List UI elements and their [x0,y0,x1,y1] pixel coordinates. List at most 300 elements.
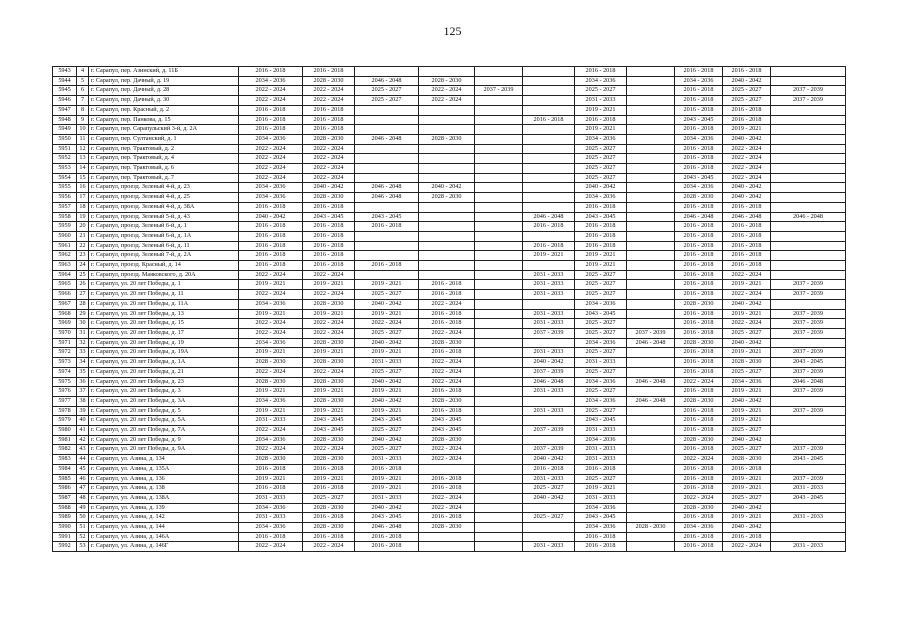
table-row [53,270,846,280]
period-cell: 2043 - 2045 [303,426,355,436]
row-id-cell: 5986 [53,484,77,494]
table-row [53,338,846,348]
table-row [53,154,846,164]
address-cell: г. Сарапул, ул. Азина, д. 138 [89,484,239,494]
period-cell: 2040 - 2042 [523,358,575,368]
row-number-cell: 7 [77,96,89,106]
row-id-cell: 5959 [53,222,77,232]
period-cell: 2037 - 2039 [771,406,846,416]
period-cell [475,212,523,222]
period-cell: 2022 - 2024 [239,319,303,329]
period-cell [771,435,846,445]
period-cell: 2022 - 2024 [303,173,355,183]
row-id-cell: 5975 [53,377,77,387]
period-cell: 2016 - 2018 [303,532,355,542]
address-cell: г. Сарапул, проезд. Зеленый 6-й, д. 1А [89,231,239,241]
period-cell: 2025 - 2027 [355,426,419,436]
period-cell: 2022 - 2024 [239,270,303,280]
period-cell [523,173,575,183]
period-cell [419,231,475,241]
period-cell: 2022 - 2024 [303,290,355,300]
period-cell [419,212,475,222]
period-cell: 2025 - 2027 [355,328,419,338]
row-number-cell: 49 [77,503,89,513]
row-number-cell: 44 [77,455,89,465]
period-cell: 2016 - 2018 [723,532,771,542]
period-cell [627,484,675,494]
period-cell: 2016 - 2018 [723,67,771,77]
period-cell [771,154,846,164]
period-cell: 2034 - 2036 [575,523,627,533]
row-number-cell: 53 [77,542,89,552]
period-cell [627,173,675,183]
row-id-cell: 5963 [53,261,77,271]
period-cell [627,125,675,135]
address-cell: г. Сарапул, пер. Панкова, д. 15 [89,115,239,125]
table-row [53,513,846,523]
period-cell [523,532,575,542]
period-cell: 2034 - 2036 [239,396,303,406]
period-cell: 2034 - 2036 [239,183,303,193]
period-cell [475,464,523,474]
row-id-cell: 5965 [53,280,77,290]
period-cell: 2025 - 2027 [575,164,627,174]
period-cell: 2016 - 2018 [723,251,771,261]
row-id-cell: 5992 [53,542,77,552]
period-cell: 2034 - 2036 [239,193,303,203]
period-cell [475,290,523,300]
period-cell: 2016 - 2018 [419,387,475,397]
table-row [53,348,846,358]
period-cell: 2022 - 2024 [675,493,723,503]
table-row [53,445,846,455]
row-id-cell: 5971 [53,338,77,348]
period-cell: 2028 - 2030 [303,193,355,203]
period-cell [771,164,846,174]
table-row [53,328,846,338]
period-cell [419,222,475,232]
period-cell: 2016 - 2018 [523,115,575,125]
period-cell: 2022 - 2024 [239,290,303,300]
period-cell: 2019 - 2021 [723,474,771,484]
table-row [53,261,846,271]
period-cell: 2043 - 2045 [419,426,475,436]
period-cell: 2031 - 2033 [575,358,627,368]
period-cell [627,387,675,397]
table-row [53,367,846,377]
period-cell: 2016 - 2018 [575,222,627,232]
period-cell: 2025 - 2027 [575,328,627,338]
period-cell [627,532,675,542]
period-cell: 2025 - 2027 [575,144,627,154]
period-cell: 2022 - 2024 [239,173,303,183]
period-cell [627,134,675,144]
period-cell: 2034 - 2036 [575,396,627,406]
row-number-cell: 36 [77,377,89,387]
period-cell: 2019 - 2021 [355,348,419,358]
period-cell: 2016 - 2018 [675,513,723,523]
period-cell: 2040 - 2042 [355,299,419,309]
period-cell: 2034 - 2036 [239,523,303,533]
row-number-cell: 10 [77,125,89,135]
period-cell: 2037 - 2039 [771,96,846,106]
period-cell: 2028 - 2030 [303,396,355,406]
period-cell: 2043 - 2045 [575,416,627,426]
period-cell: 2037 - 2039 [771,309,846,319]
period-cell [355,173,419,183]
period-cell: 2016 - 2018 [723,222,771,232]
address-cell: г. Сарапул, ул. Азина, д. 138А [89,493,239,503]
period-cell: 2019 - 2021 [575,251,627,261]
period-cell: 2028 - 2030 [419,76,475,86]
period-cell [627,96,675,106]
address-cell: г. Сарапул, проезд. Зеленый 5-й, д. 43 [89,212,239,222]
row-number-cell: 4 [77,67,89,77]
period-cell [627,319,675,329]
period-cell: 2028 - 2030 [419,193,475,203]
period-cell [771,338,846,348]
period-cell: 2019 - 2021 [723,406,771,416]
row-id-cell: 5949 [53,125,77,135]
period-cell [475,542,523,552]
period-cell: 2019 - 2021 [575,105,627,115]
period-cell: 2016 - 2018 [675,416,723,426]
period-cell: 2016 - 2018 [239,484,303,494]
period-cell [771,67,846,77]
period-cell: 2046 - 2048 [627,396,675,406]
row-id-cell: 5984 [53,464,77,474]
table-row [53,358,846,368]
row-number-cell: 41 [77,426,89,436]
table-row [53,319,846,329]
period-cell: 2043 - 2045 [771,358,846,368]
period-cell: 2016 - 2018 [675,309,723,319]
period-cell: 2016 - 2018 [523,464,575,474]
period-cell: 2019 - 2021 [239,348,303,358]
period-cell: 2037 - 2039 [523,367,575,377]
period-cell: 2022 - 2024 [303,445,355,455]
table-row [53,241,846,251]
row-number-cell: 31 [77,328,89,338]
row-number-cell: 46 [77,474,89,484]
row-number-cell: 25 [77,270,89,280]
period-cell [475,445,523,455]
period-cell [355,144,419,154]
period-cell: 2022 - 2024 [303,154,355,164]
period-cell: 2022 - 2024 [419,367,475,377]
row-number-cell: 21 [77,231,89,241]
period-cell [475,328,523,338]
address-cell: г. Сарапул, пер. Дачный, д. 19 [89,76,239,86]
period-cell [627,231,675,241]
period-cell: 2019 - 2021 [355,474,419,484]
period-cell: 2040 - 2042 [723,134,771,144]
period-cell [475,523,523,533]
period-cell: 2022 - 2024 [675,377,723,387]
period-cell [771,261,846,271]
period-cell: 2019 - 2021 [723,280,771,290]
period-cell: 2016 - 2018 [239,202,303,212]
period-cell: 2031 - 2033 [575,426,627,436]
table-row [53,435,846,445]
period-cell: 2022 - 2024 [239,542,303,552]
period-cell: 2034 - 2036 [723,377,771,387]
period-cell: 2019 - 2021 [575,125,627,135]
period-cell [475,251,523,261]
period-cell: 2028 - 2030 [675,193,723,203]
address-cell: г. Сарапул, пер. Трактовый, д. 7 [89,173,239,183]
row-id-cell: 5951 [53,144,77,154]
period-cell: 2046 - 2048 [355,523,419,533]
period-cell: 2025 - 2027 [355,445,419,455]
period-cell [523,105,575,115]
period-cell: 2031 - 2033 [575,96,627,106]
period-cell: 2016 - 2018 [523,241,575,251]
period-cell: 2040 - 2042 [723,193,771,203]
period-cell: 2016 - 2018 [675,164,723,174]
period-cell [523,125,575,135]
period-cell: 2031 - 2033 [771,484,846,494]
row-number-cell: 39 [77,406,89,416]
row-id-cell: 5955 [53,183,77,193]
period-cell: 2046 - 2048 [627,338,675,348]
period-cell [419,125,475,135]
period-cell: 2019 - 2021 [239,280,303,290]
period-cell: 2025 - 2027 [575,319,627,329]
period-cell: 2016 - 2018 [675,251,723,261]
period-cell [475,261,523,271]
address-cell: г. Сарапул, проезд. Красный, д. 14 [89,261,239,271]
period-cell: 2016 - 2018 [239,532,303,542]
period-cell: 2025 - 2027 [355,290,419,300]
table-row [53,76,846,86]
period-cell: 2031 - 2033 [771,542,846,552]
period-cell [475,96,523,106]
period-cell: 2046 - 2048 [771,212,846,222]
period-cell: 2016 - 2018 [575,231,627,241]
period-cell [475,426,523,436]
period-cell: 2022 - 2024 [239,426,303,436]
row-id-cell: 5981 [53,435,77,445]
period-cell: 2022 - 2024 [419,358,475,368]
period-cell: 2034 - 2036 [239,435,303,445]
period-cell: 2022 - 2024 [239,154,303,164]
period-cell: 2019 - 2021 [303,474,355,484]
period-cell: 2046 - 2048 [355,134,419,144]
address-cell: г. Сарапул, ул. 20 лет Победы, д. 3 [89,387,239,397]
period-cell [627,105,675,115]
period-cell: 2043 - 2045 [575,212,627,222]
table-body [53,67,846,552]
period-cell: 2019 - 2021 [239,406,303,416]
period-cell: 2025 - 2027 [575,173,627,183]
row-id-cell: 5960 [53,231,77,241]
period-cell [771,222,846,232]
period-cell: 2016 - 2018 [675,445,723,455]
period-cell: 2016 - 2018 [675,241,723,251]
period-cell: 2028 - 2030 [419,523,475,533]
period-cell: 2022 - 2024 [675,455,723,465]
address-cell: г. Сарапул, ул. Азина, д. 139 [89,503,239,513]
period-cell: 2028 - 2030 [239,358,303,368]
period-cell [523,154,575,164]
table-row [53,542,846,552]
address-cell: г. Сарапул, ул. 20 лет Победы, д. 15 [89,319,239,329]
period-cell [771,251,846,261]
row-number-cell: 32 [77,338,89,348]
period-cell [627,251,675,261]
period-cell: 2031 - 2033 [575,455,627,465]
period-cell: 2022 - 2024 [239,144,303,154]
row-id-cell: 5953 [53,164,77,174]
period-cell: 2043 - 2045 [575,309,627,319]
table-row [53,532,846,542]
row-id-cell: 5946 [53,96,77,106]
period-cell: 2016 - 2018 [723,105,771,115]
period-cell [475,484,523,494]
period-cell: 2034 - 2036 [675,523,723,533]
period-cell: 2016 - 2018 [419,513,475,523]
period-cell [771,532,846,542]
period-cell: 2019 - 2021 [303,280,355,290]
period-cell: 2016 - 2018 [419,309,475,319]
period-cell: 2019 - 2021 [723,348,771,358]
period-cell: 2022 - 2024 [239,445,303,455]
period-cell: 2019 - 2021 [355,280,419,290]
period-cell: 2016 - 2018 [675,261,723,271]
period-cell: 2025 - 2027 [723,367,771,377]
period-cell [627,474,675,484]
period-cell: 2016 - 2018 [419,348,475,358]
row-number-cell: 9 [77,115,89,125]
period-cell: 2034 - 2036 [239,503,303,513]
period-cell: 2046 - 2048 [723,212,771,222]
address-cell: г. Сарапул, ул. 20 лет Победы, д. 9 [89,435,239,445]
period-cell [419,67,475,77]
period-cell [475,115,523,125]
period-cell [355,231,419,241]
period-cell: 2016 - 2018 [419,474,475,484]
period-cell: 2046 - 2048 [523,212,575,222]
period-cell: 2037 - 2039 [771,474,846,484]
period-cell: 2037 - 2039 [771,367,846,377]
period-cell: 2016 - 2018 [239,105,303,115]
period-cell [419,532,475,542]
address-cell: г. Сарапул, ул. 20 лет Победы, д. 3А [89,396,239,406]
period-cell [355,67,419,77]
period-cell: 2016 - 2018 [575,532,627,542]
period-cell [419,270,475,280]
period-cell: 2019 - 2021 [303,387,355,397]
period-cell: 2016 - 2018 [239,115,303,125]
period-cell: 2031 - 2033 [771,513,846,523]
period-cell [475,125,523,135]
period-cell [419,202,475,212]
period-cell: 2025 - 2027 [723,445,771,455]
table-row [53,503,846,513]
period-cell [771,299,846,309]
period-cell: 2028 - 2030 [239,455,303,465]
period-cell [771,270,846,280]
period-cell: 2022 - 2024 [355,319,419,329]
row-id-cell: 5983 [53,455,77,465]
period-cell: 2028 - 2030 [303,299,355,309]
table-row [53,523,846,533]
period-cell: 2046 - 2048 [675,212,723,222]
period-cell: 2031 - 2033 [355,358,419,368]
row-id-cell: 5979 [53,416,77,426]
period-cell: 2022 - 2024 [239,164,303,174]
period-cell: 2028 - 2030 [303,523,355,533]
row-number-cell: 16 [77,183,89,193]
period-cell: 2016 - 2018 [239,261,303,271]
period-cell: 2025 - 2027 [723,426,771,436]
period-cell: 2031 - 2033 [239,513,303,523]
period-cell [523,202,575,212]
period-cell: 2016 - 2018 [419,280,475,290]
period-cell: 2040 - 2042 [723,338,771,348]
row-number-cell: 17 [77,193,89,203]
period-cell: 2019 - 2021 [303,309,355,319]
period-cell: 2043 - 2045 [419,416,475,426]
period-cell [419,115,475,125]
address-cell: г. Сарапул, ул. Азина, д. 146Г [89,542,239,552]
address-cell: г. Сарапул, пер. Сарапульский 3-й, д. 2А [89,125,239,135]
period-cell: 2040 - 2042 [723,396,771,406]
table-row [53,183,846,193]
period-cell: 2022 - 2024 [239,367,303,377]
period-cell: 2019 - 2021 [723,513,771,523]
period-cell: 2016 - 2018 [419,484,475,494]
period-cell [627,455,675,465]
row-number-cell: 24 [77,261,89,271]
period-cell [771,115,846,125]
period-cell: 2016 - 2018 [303,202,355,212]
row-number-cell: 6 [77,86,89,96]
period-cell [771,231,846,241]
period-cell: 2019 - 2021 [723,416,771,426]
period-cell: 2031 - 2033 [575,445,627,455]
period-cell [771,426,846,436]
period-cell [355,115,419,125]
period-cell: 2019 - 2021 [303,406,355,416]
address-cell: г. Сарапул, ул. 20 лет Победы, д. 11А [89,299,239,309]
period-cell: 2016 - 2018 [675,532,723,542]
period-cell: 2028 - 2030 [303,358,355,368]
period-cell [475,474,523,484]
address-cell: г. Сарапул, пер. Красный, д. 2 [89,105,239,115]
row-id-cell: 5943 [53,67,77,77]
row-number-cell: 37 [77,387,89,397]
row-number-cell: 23 [77,251,89,261]
period-cell: 2016 - 2018 [303,261,355,271]
period-cell: 2028 - 2030 [723,455,771,465]
period-cell: 2034 - 2036 [575,435,627,445]
period-cell: 2016 - 2018 [303,222,355,232]
period-cell: 2034 - 2036 [239,299,303,309]
period-cell [475,241,523,251]
period-cell: 2046 - 2048 [627,377,675,387]
period-cell [475,358,523,368]
row-number-cell: 14 [77,164,89,174]
period-cell: 2037 - 2039 [771,328,846,338]
period-cell: 2019 - 2021 [575,484,627,494]
period-cell [475,435,523,445]
period-cell: 2016 - 2018 [419,290,475,300]
period-cell: 2025 - 2027 [575,348,627,358]
table-row [53,202,846,212]
period-cell: 2034 - 2036 [575,299,627,309]
